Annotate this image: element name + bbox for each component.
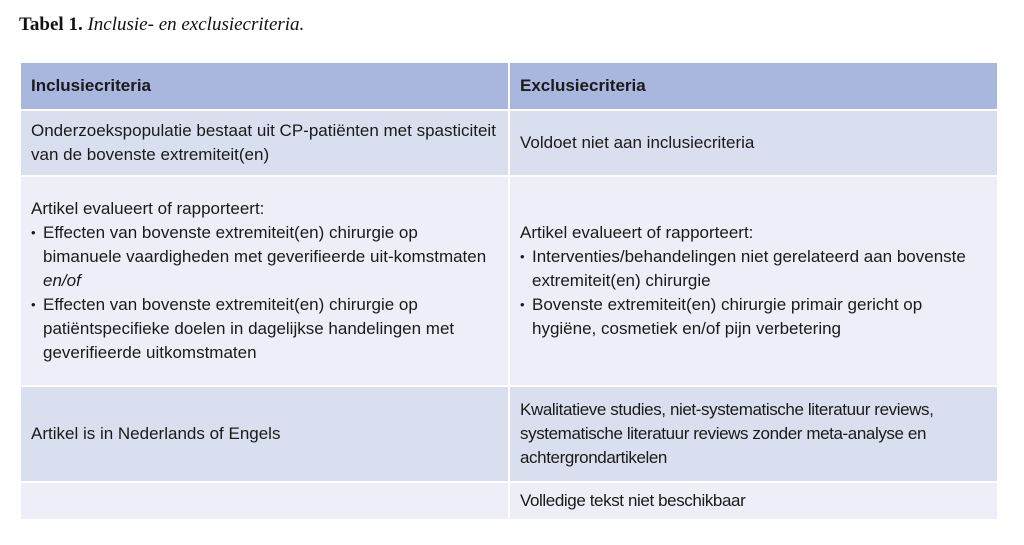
exclusion-cell: Volledige tekst niet beschikbaar: [509, 482, 998, 520]
exclusion-cell: [509, 176, 998, 386]
inclusion-intro: Artikel evalueert of rapporteert:: [31, 199, 265, 218]
table-header-row: [20, 62, 998, 110]
bullet-text: Effecten van bovenste extremiteit(en) chirurgie op patiëntspecifieke doelen in dagelijkse handelingen met geverifieerde uitkomstmaten: [43, 295, 455, 362]
inclusion-cell: [20, 176, 509, 386]
table-caption: [19, 14, 304, 36]
table-row: [20, 176, 998, 386]
inclusion-bullet-list: [31, 221, 498, 365]
caption-title: Inclusie- en exclusiecriteria.: [87, 14, 305, 35]
bullet-text: Effecten van bovenste extremiteit(en) chirurgie op bimanuele vaardigheden met geverifieerde uit-komstmaten: [43, 223, 487, 266]
exclusion-cell: Voldoet niet aan inclusiecriteria: [509, 110, 998, 176]
inclusion-cell: Onderzoekspopulatie bestaat uit CP-patiënten met spasticiteit van de bovenste extremiteit(en): [20, 110, 509, 176]
caption-number: Tabel 1.: [19, 14, 83, 35]
table-row: [20, 386, 998, 482]
header-exclusion: Exclusiecriteria: [509, 62, 998, 110]
header-inclusion: Inclusiecriteria: [20, 62, 509, 110]
table-row: [20, 482, 998, 520]
criteria-table: [19, 61, 999, 521]
exclusion-intro: Artikel evalueert of rapporteert:: [520, 223, 754, 242]
exclusion-bullet: • Interventies/behandelingen niet gerelateerd aan bovenste extremiteit(en) chirurgie: [520, 245, 987, 293]
exclusion-cell: Kwalitatieve studies, niet-systematische literatuur reviews, systematische literatuur reviews zonder meta-analyse en achtergrondartikelen: [509, 386, 998, 482]
exclusion-bullet: • Bovenste extremiteit(en) chirurgie primair gericht op hygiëne, cosmetiek en/of pijn verbetering: [520, 293, 987, 341]
table-row: [20, 110, 998, 176]
exclusion-bullet-list: [520, 245, 987, 341]
bullet-italic-suffix: en/of: [43, 271, 81, 290]
inclusion-bullet: [31, 293, 498, 365]
inclusion-bullet: [31, 221, 498, 293]
inclusion-cell: Artikel is in Nederlands of Engels: [20, 386, 509, 482]
inclusion-cell: [20, 482, 509, 520]
